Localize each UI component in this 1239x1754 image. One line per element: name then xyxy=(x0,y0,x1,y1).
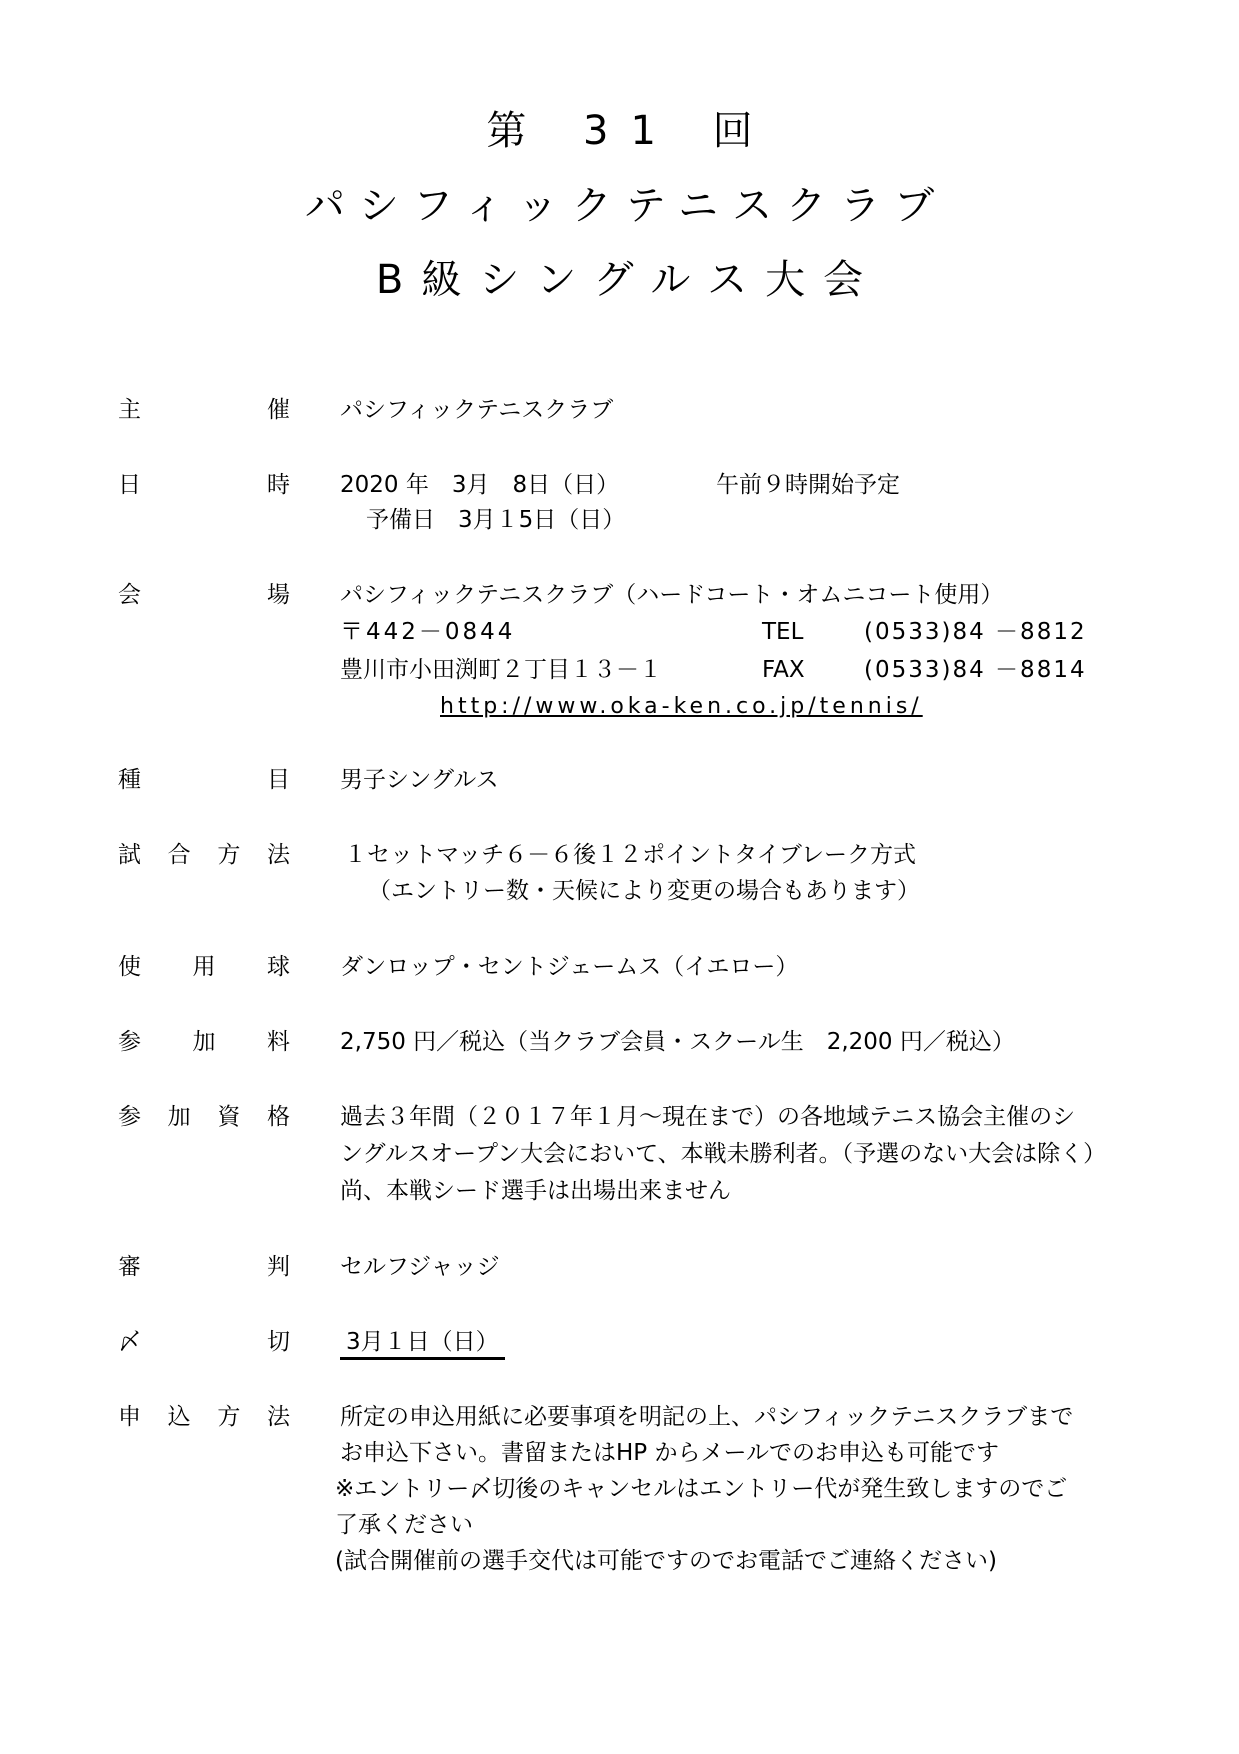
venue-address: 豊川市小田渕町２丁目１３－１ xyxy=(340,657,662,683)
eligibility-line-2: ングルスオープン大会において、本戦未勝利者。（予選のない大会は除く） xyxy=(340,1141,1107,1167)
deadline-label: 〆 切 xyxy=(118,1329,290,1355)
application-label: 申 込 方 法 xyxy=(118,1404,290,1430)
format-line-2: （エントリー数・天候により変更の場合もあります） xyxy=(368,878,920,904)
website-link[interactable]: http://www.oka-ken.co.jp/tennis/ xyxy=(440,694,923,719)
organizer-label: 主 催 xyxy=(118,397,290,423)
application-line-5: (試合開催前の選手交代は可能ですのでお電話でご連絡ください) xyxy=(335,1548,997,1574)
organizer-value: パシフィックテニスクラブ xyxy=(340,397,614,423)
tel-label: TEL xyxy=(762,619,804,645)
venue-label: 会 場 xyxy=(118,582,290,608)
title-line-1: 第 31 回 xyxy=(486,108,775,154)
fee-label: 参 加 料 xyxy=(118,1029,290,1055)
application-line-1: 所定の申込用紙に必要事項を明記の上、パシフィックテニスクラブまで xyxy=(340,1404,1074,1430)
tel-value: (0533)84 －8812 xyxy=(864,619,1087,645)
fee-value: 2,750 円／税込（当クラブ会員・スクール生 2,200 円／税込） xyxy=(340,1029,1015,1055)
fax-value: (0533)84 －8814 xyxy=(864,657,1087,683)
application-line-3: ※エントリー〆切後のキャンセルはエントリー代が発生致しますのでご xyxy=(335,1476,1068,1502)
ball-label: 使 用 球 xyxy=(118,954,290,980)
format-line-1: １セットマッチ６－６後１２ポイントタイブレーク方式 xyxy=(344,842,917,868)
application-line-4: 了承ください xyxy=(335,1512,473,1538)
eligibility-line-1: 過去３年間（２０１７年１月～現在まで）の各地域テニス協会主催のシ xyxy=(340,1104,1076,1130)
event-label: 種 目 xyxy=(118,767,290,793)
ball-value: ダンロップ・セントジェームス（イエロー） xyxy=(340,954,799,980)
start-time-value: 午前９時開始予定 xyxy=(716,472,900,498)
reserve-date-value: 予備日 3月１5日（日） xyxy=(366,507,626,533)
referee-value: セルフジャッジ xyxy=(340,1254,500,1280)
format-label: 試 合 方 法 xyxy=(118,842,290,868)
datetime-label: 日 時 xyxy=(118,472,290,498)
fax-label: FAX xyxy=(762,657,805,683)
venue-name: パシフィックテニスクラブ（ハードコート・オムニコート使用） xyxy=(340,582,1004,608)
date-value: 2020 年 3月 8日（日） xyxy=(340,472,620,498)
title-line-3: B級シングルス大会 xyxy=(375,257,882,303)
eligibility-label: 参 加 資 格 xyxy=(118,1104,290,1130)
venue-postal-code: 〒442－0844 xyxy=(340,619,516,645)
event-value: 男子シングルス xyxy=(340,767,499,793)
eligibility-line-3: 尚、本戦シード選手は出場出来ません xyxy=(340,1178,731,1204)
referee-label: 審 判 xyxy=(118,1254,290,1280)
deadline-value: 3月１日（日） xyxy=(340,1327,505,1360)
title-line-2: パシフィックテニスクラブ xyxy=(304,183,949,229)
application-line-2: お申込下さい。書留またはHP からメールでのお申込も可能です xyxy=(340,1440,1000,1466)
